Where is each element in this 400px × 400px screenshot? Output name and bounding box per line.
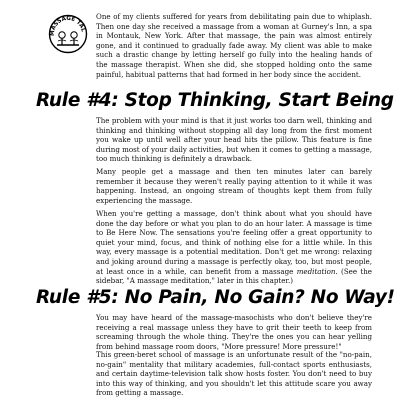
rule-4-paragraph-1: The problem with your mind is that it just works too darn well, thinking and thinking and thinking without stopping all day long from the first moment you wake up until well after your head hits the pillow. This feature is fine during most of your daily activities, but when it comes to getting a massage, too much thinking is definitely a drawback. bbox=[96, 116, 372, 164]
rule-5-paragraph-2: This green-beret school of massage is an unfortunate result of the "no-pain, no-gain" mentality that military academies, full-contact sports enthusiasts, and certain daytime-television talk show hosts foster. You don't need to buy into this way of thinking, and you shouldn't let this attitude scare you away from getting a massage. bbox=[96, 350, 372, 398]
rule-5-heading: Rule #5: No Pain, No Gain? No Way! bbox=[36, 287, 395, 308]
rule-4-paragraph-2: Many people get a massage and then ten minutes later can barely remember it because they weren't really paying attention to it while it was happening. Instead, an ongoing stream of thoughts kept them from fully experiencing the massage. bbox=[96, 167, 372, 205]
rule-5-paragraph-1: You may have heard of the massage-masochists who don't believe they're receiving a real massage unless they have to grit their teeth to keep from screaming through the whole thing. They're the ones you can hear yelling from behind massage room doors, "More pressure! More pressure!" bbox=[96, 313, 372, 351]
rule-4-paragraph-3-start: When you're getting a massage, don't think about what you should have done the day before or what you plan to do an hour later. A massage is time to Be Here Now. The sensations you're feeling offer a great opportunity to quiet your mind, focus, and think of nothing else for a little while. In this way, every massage is a potential meditation. Don't get me wrong: relaxing and joking around during a massage is perfectly okay, too, but most people, at least once in a while, can benefit from a massage bbox=[96, 209, 372, 276]
massage-tale-text: One of my clients suffered for years from debilitating pain due to whiplash. Then one day she received a massage from a woman at Gurney's Inn, a spa in Montauk, New York. After that massage, the pain was almost entirely gone, and it continued to gradually fade away. My client was able to make such a drastic change by letting herself go fully into the healing hands of the massage therapist. When she did, she stopped holding onto the same painful, habitual patterns that had formed in her body since the accident. bbox=[96, 12, 372, 79]
rule-4-paragraph-3-end: . (See the sidebar, "A massage meditation," later in this chapter.) bbox=[96, 266, 373, 286]
massage-tale-label: MASSAGE TAL bbox=[49, 15, 86, 37]
rule-4-paragraph-3 bbox=[96, 209, 372, 286]
massage-tale-icon bbox=[48, 14, 88, 54]
emphasis-meditation: meditation bbox=[296, 266, 336, 276]
rule-4-heading: Rule #4: Stop Thinking, Start Being bbox=[36, 90, 394, 111]
